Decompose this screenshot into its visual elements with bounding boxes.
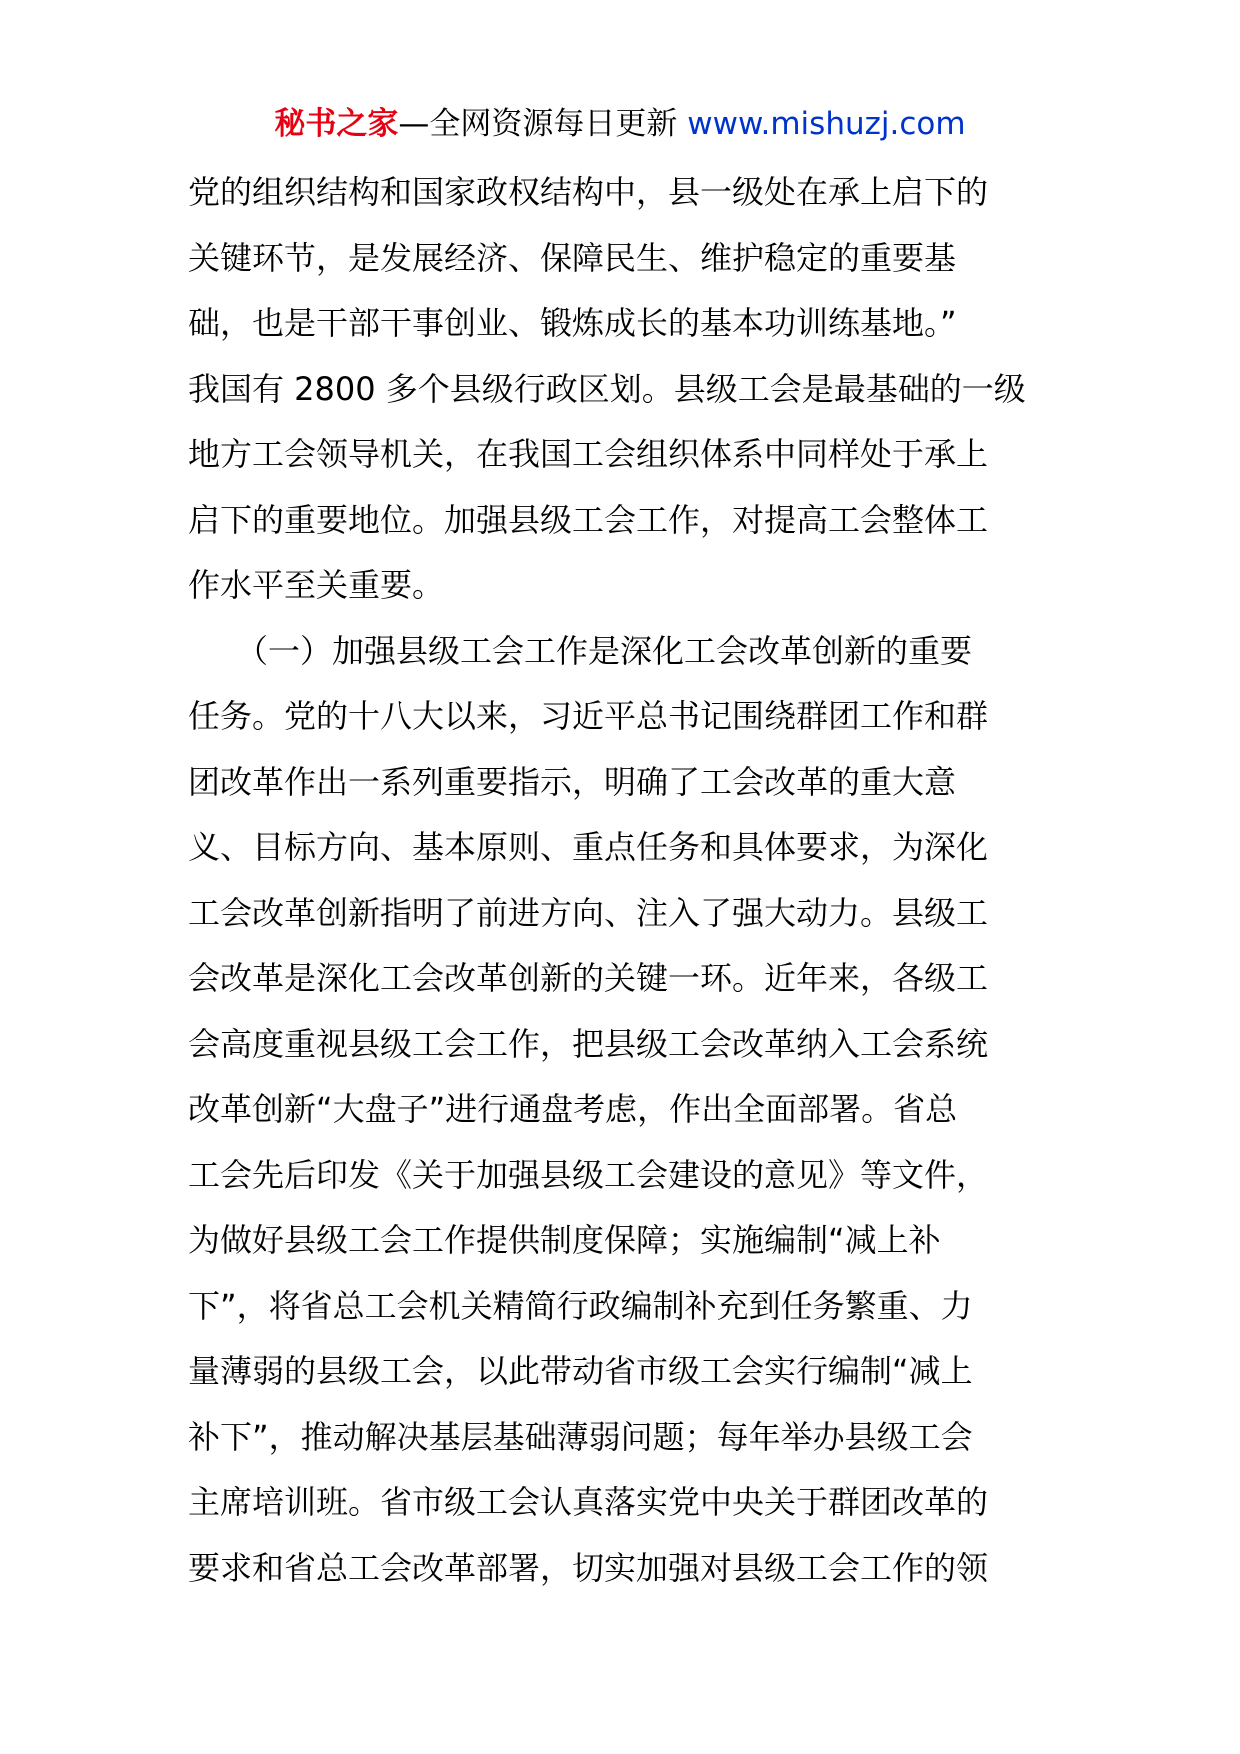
text-line: 为做好县级工会工作提供制度保障；实施编制“减上补	[188, 1221, 941, 1259]
text-line: 下”，将省总工会机关精简行政编制补充到任务繁重、力	[188, 1286, 973, 1325]
text-line: 工会改革创新指明了前进方向、注入了强大动力。县级工	[188, 893, 989, 932]
header-slogan: —全网资源每日更新	[398, 106, 688, 142]
text-line: 础，也是干部干事创业、锻炼成长的基本功训练基地。”	[188, 304, 957, 342]
text-line: 任务。党的十八大以来，习近平总书记围绕群团工作和群	[188, 697, 989, 735]
text-line: 地方工会领导机关，在我国工会组织体系中同样处于承上	[188, 435, 989, 473]
brand-name: 秘书之家	[274, 106, 399, 142]
text-line: 主席培训班。省市级工会认真落实党中央关于群团改革的	[188, 1483, 989, 1521]
text-line: 要求和省总工会改革部署，切实加强对县级工会工作的领	[188, 1548, 989, 1587]
page-header	[0, 104, 1240, 144]
text-line: 义、目标方向、基本原则、重点任务和具体要求，为深化	[188, 828, 989, 866]
text-line: 团改革作出一系列重要指示，明确了工会改革的重大意	[188, 762, 957, 801]
text-line: 补下”，推动解决基层基础薄弱问题；每年举办县级工会	[188, 1417, 973, 1456]
text-line: 量薄弱的县级工会，以此带动省市级工会实行编制“减上	[188, 1352, 973, 1390]
text-line: 关键环节，是发展经济、保障民生、维护稳定的重要基	[188, 238, 957, 277]
text-line: 会高度重视县级工会工作，把县级工会改革纳入工会系统	[188, 1024, 989, 1063]
text-line: 会改革是深化工会改革创新的关键一环。近年来，各级工	[188, 959, 989, 997]
text-line: 启下的重要地位。加强县级工会工作，对提高工会整体工	[188, 500, 989, 539]
website-link[interactable]: www.mishuzj.com	[687, 106, 966, 142]
text-line: 党的组织结构和国家政权结构中，县一级处在承上启下的	[188, 173, 989, 211]
text-line: （一）加强县级工会工作是深化工会改革创新的重要	[188, 631, 973, 670]
text-line: 作水平至关重要。	[188, 566, 445, 604]
text-line: 改革创新“大盘子”进行通盘考虑，作出全面部署。省总	[188, 1090, 958, 1128]
text-line: 我国有 2800 多个县级行政区划。县级工会是最基础的一级	[188, 369, 1026, 408]
text-line: 工会先后印发《关于加强县级工会建设的意见》等文件，	[188, 1155, 989, 1194]
document-body	[188, 160, 1054, 1601]
